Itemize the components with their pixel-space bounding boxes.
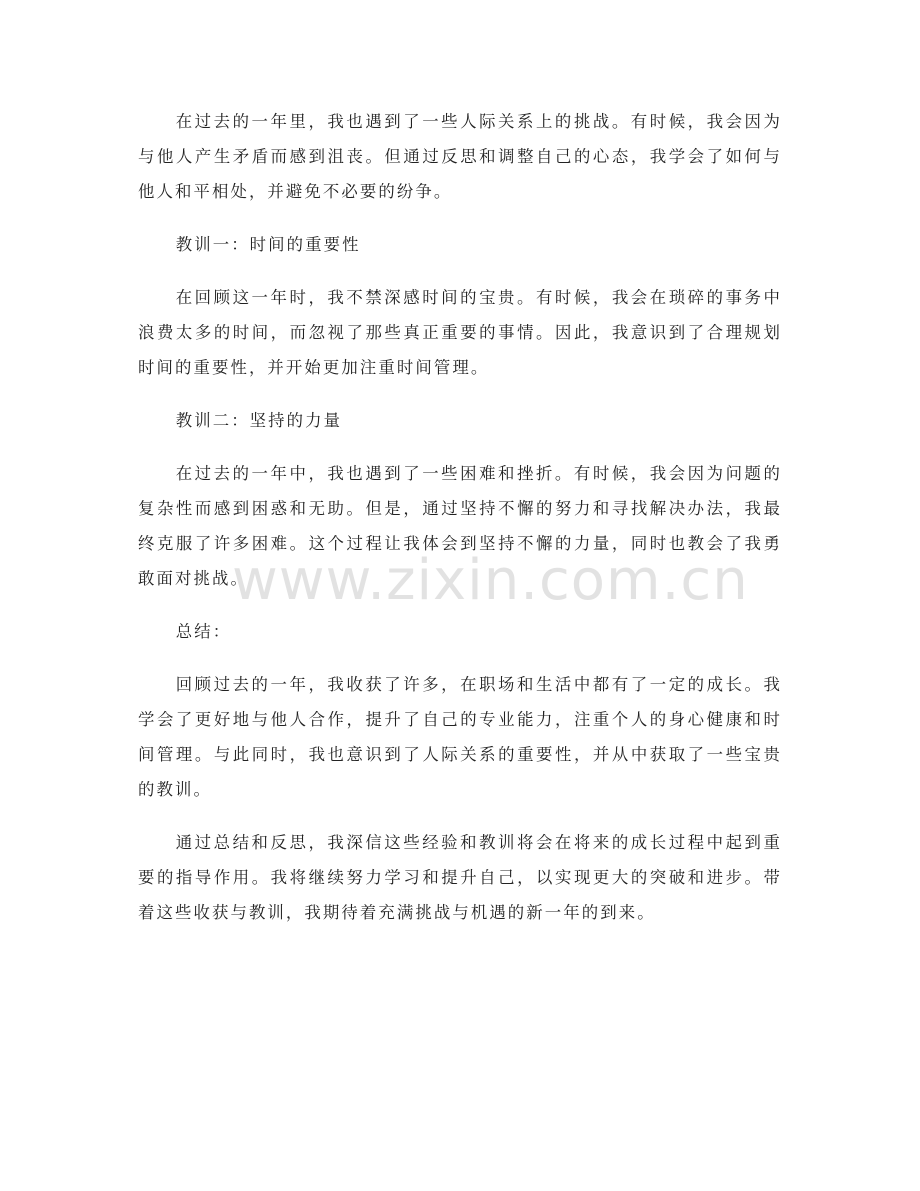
paragraph-gap (138, 262, 782, 280)
paragraph-outlook: 通过总结和反思，我深信这些经验和教训将会在将来的成长过程中起到重要的指导作用。我将继续努力学习和提升自己，以实现更大的突破和进步。带着这些收获与教训，我期待着充满挑战与机遇的新一年的到来。 (138, 833, 782, 922)
paragraph-gap (138, 209, 782, 227)
heading-lesson-two: 教训二：坚持的力量 (175, 411, 343, 430)
paragraph-review: 回顾过去的一年，我收获了许多，在职场和生活中都有了一定的成长。我学会了更好地与他人合作，提升了自己的专业能力，注重个人的身心健康和时间管理。与此同时，我也意识到了人际关系的重要性，并从中获取了一些宝贵的教训。 (138, 675, 782, 799)
paragraph-gap (138, 385, 782, 403)
paragraph-persistence: 在过去的一年中，我也遇到了一些困难和挫折。有时候，我会因为问题的复杂性而感到困惑和无助。但是，通过坚持不懈的努力和寻找解决办法，我最终克服了许多困难。这个过程让我体会到坚持不懈的力量，同时也教会了我勇敢面对挑战。 (138, 464, 782, 588)
paragraph-gap (138, 807, 782, 825)
paragraph-gap (138, 438, 782, 456)
watermark: www.zixin.com.cn (232, 548, 749, 613)
heading-lesson-one: 教训一：时间的重要性 (175, 235, 361, 254)
heading-summary: 总结： (175, 622, 232, 641)
document-page (138, 104, 782, 930)
paragraph-gap (138, 596, 782, 614)
paragraph-gap (138, 649, 782, 667)
paragraph-time: 在回顾这一年时，我不禁深感时间的宝贵。有时候，我会在琐碎的事务中浪费太多的时间，而忽视了那些真正重要的事情。因此，我意识到了合理规划时间的重要性，并开始更加注重时间管理。 (138, 288, 782, 377)
paragraph-interpersonal: 在过去的一年里，我也遇到了一些人际关系上的挑战。有时候，我会因为与他人产生矛盾而感到沮丧。但通过反思和调整自己的心态，我学会了如何与他人和平相处，并避免不必要的纷争。 (138, 112, 782, 201)
